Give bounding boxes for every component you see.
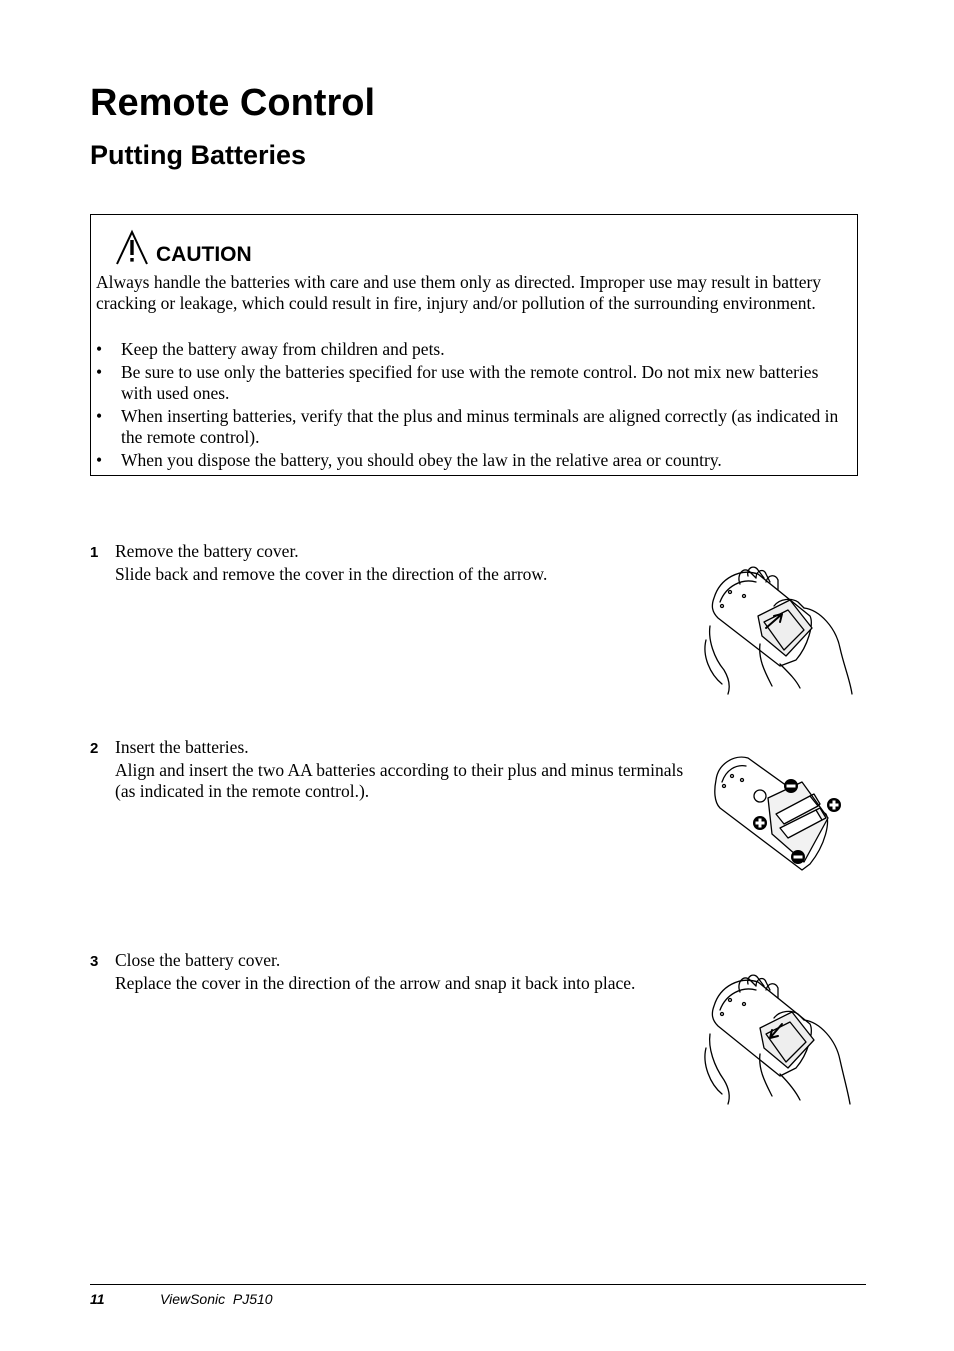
step-description: Align and insert the two AA batteries according to their plus and minus terminals (as indicated in the remote control.). [115, 760, 684, 801]
warning-triangle-icon [115, 229, 149, 267]
step-title: Close the battery cover. [115, 950, 281, 970]
list-item-text: When you dispose the battery, you should obey the law in the relative area or country. [121, 449, 722, 470]
page-title: Remote Control [90, 82, 375, 124]
list-item [96, 406, 848, 448]
caution-box [90, 214, 858, 476]
footer-page-number: 11 [90, 1291, 105, 1307]
remove-cover-illustration [700, 556, 856, 696]
list-item [96, 362, 848, 404]
footer-product-name: ViewSonic PJ510 [160, 1291, 273, 1307]
step-3 [90, 950, 700, 994]
step-title: Remove the battery cover. [115, 541, 299, 561]
list-item-text: Keep the battery away from children and pets. [121, 339, 445, 359]
bullet: • [96, 449, 103, 470]
bullet: • [96, 405, 103, 426]
list-item [96, 339, 848, 360]
step-1 [90, 541, 700, 585]
step-number: 3 [90, 953, 99, 970]
close-cover-illustration [700, 964, 856, 1106]
insert-batteries-illustration [706, 752, 846, 874]
bullet: • [96, 361, 103, 382]
step-number: 2 [90, 740, 99, 757]
step-description: Replace the cover in the direction of the arrow and snap it back into place. [115, 973, 636, 993]
step-2 [90, 737, 700, 802]
step-number: 1 [90, 544, 99, 561]
footer-rule [90, 1284, 866, 1285]
list-item-text: Be sure to use only the batteries specified for use with the remote control. Do not mix new batteries with used ones. [121, 361, 819, 403]
caution-label: CAUTION [156, 243, 252, 266]
list-item [96, 450, 848, 471]
caution-header [115, 227, 252, 267]
step-title: Insert the batteries. [115, 737, 249, 757]
list-item-text: When inserting batteries, verify that the plus and minus terminals are aligned correctly (as indicated in the remote control). [121, 405, 839, 447]
caution-text: Always handle the batteries with care and use them only as directed. Improper use may result in battery cracking or leakage, which could result in fire, injury and/or pollution of the surrounding environment. [96, 272, 822, 314]
bullet: • [96, 339, 103, 359]
section-title: Putting Batteries [90, 140, 307, 170]
step-description: Slide back and remove the cover in the direction of the arrow. [115, 564, 548, 584]
caution-list [96, 339, 848, 472]
